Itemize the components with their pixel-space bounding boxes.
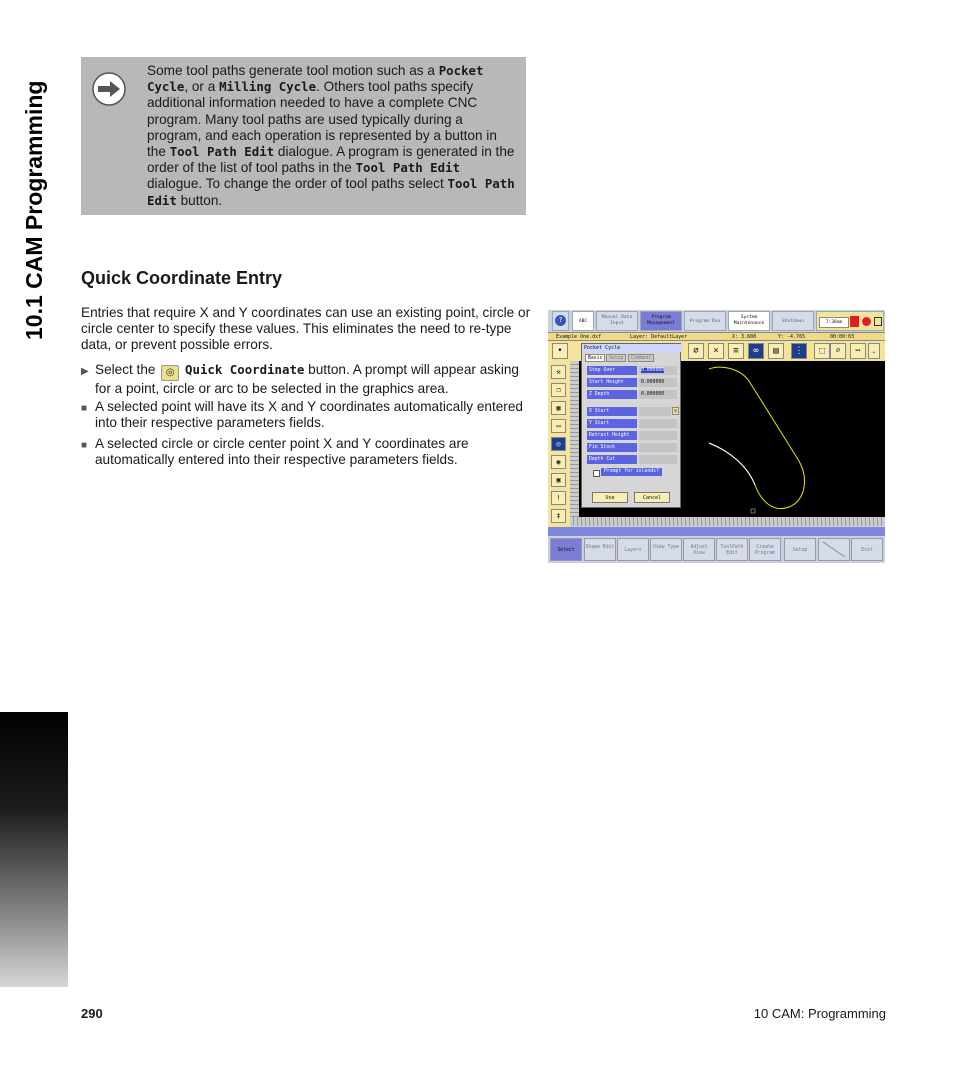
dialog-title: Pocket Cycle [582, 344, 682, 352]
field-label: Step Over [587, 366, 637, 375]
left-toolbar [548, 361, 570, 527]
circle-slash-tool-icon[interactable]: ∅ [688, 343, 704, 359]
code-quick-coordinate: Quick Coordinate [185, 362, 305, 377]
zoom-box-tool-icon[interactable]: ⬚ [814, 343, 830, 359]
select-button[interactable]: Select [550, 538, 582, 561]
create-program-button[interactable]: Create Program [749, 538, 781, 561]
field-label: Retract Height [587, 431, 637, 440]
link-tool-icon[interactable]: ∞ [748, 343, 764, 359]
warning-icon[interactable]: ! [551, 491, 566, 505]
slash-icon [819, 539, 849, 560]
step-over-input[interactable]: 0.000000 [639, 366, 677, 375]
copy-icon[interactable]: ❐ [551, 383, 566, 397]
field-label: Y Start [587, 419, 637, 428]
x-start-input[interactable] [639, 407, 671, 416]
shape-edit-button[interactable]: Shape Edit [584, 538, 616, 561]
print-tool-icon[interactable]: ▤ [768, 343, 784, 359]
horizontal-ruler [570, 517, 885, 526]
shutdown-button[interactable]: Shutdown [772, 311, 814, 331]
view-type-button[interactable]: View Type [650, 538, 682, 561]
status-layer: Layer: DefaultLayer [630, 334, 688, 340]
toolpath-edit-button[interactable]: ToolPath Edit [716, 538, 748, 561]
quick-coordinate-icon[interactable]: ◎ [673, 408, 677, 414]
lock-icon [874, 317, 882, 326]
section-heading: Quick Coordinate Entry [81, 268, 283, 288]
zoom-tool-icon[interactable]: ⌕ [830, 343, 846, 359]
ruler-tool-icon[interactable]: ⋮ [791, 343, 807, 359]
depth-cut-input[interactable] [639, 455, 677, 464]
stop-icon [850, 316, 859, 327]
pocket-cycle-dialog [581, 343, 681, 508]
target-icon[interactable]: ◉ [551, 455, 566, 469]
help-button[interactable] [552, 311, 569, 331]
tab-setup[interactable]: Setup [606, 354, 626, 362]
system-maintenance-button[interactable]: System Maintenance [728, 311, 770, 331]
setup-button[interactable]: Setup [784, 538, 816, 561]
z-depth-input[interactable]: 0.000000 [639, 390, 677, 399]
code-milling-cycle: Milling Cycle [219, 79, 317, 95]
vertical-ruler [570, 361, 579, 517]
list-tool-icon[interactable]: ≡ [728, 343, 744, 359]
y-start-input[interactable] [639, 419, 677, 428]
bottom-toolbar [548, 536, 885, 563]
code-tool-path-edit: Tool Path Edit [169, 144, 275, 160]
retract-height-input[interactable] [639, 431, 677, 440]
field-label: Depth Cut [587, 455, 637, 464]
abc-button[interactable]: ABC [572, 311, 594, 331]
field-label: Fin Stock [587, 443, 637, 452]
code-tool-path-edit: Tool Path Edit [355, 160, 460, 176]
adjust-icon[interactable]: ‡ [551, 509, 566, 523]
use-button[interactable]: Use [592, 492, 628, 503]
chapter-side-title-text: 10.1 CAM Programming [21, 80, 47, 340]
status-bar [548, 332, 885, 341]
program-management-button[interactable]: Program Management [640, 311, 682, 331]
quick-coordinate-icon: ◎ [161, 365, 179, 381]
field-label: Z Depth [587, 390, 637, 399]
quick-coordinate-icon[interactable]: ◎ [551, 437, 566, 451]
clock-time: 7:38am [819, 317, 849, 328]
note-text: Some tool paths generate tool motion such as a Pocket Cycle, or a Milling Cycle. Others tool paths specify additional information needed to have a complete CNC program. Many tool paths are used typically during a program, and each operation is represented by a button in the Tool Path Edit dialogue. A program is generated in the order of the list of tool paths in the Tool Path Edit dialogue. To change the order of tool paths select Tool Path Edit button. [147, 63, 515, 208]
prompt-islands-checkbox[interactable] [593, 470, 600, 477]
status-y: Y: -4.765 [778, 334, 806, 340]
tab-basic[interactable]: Basic [585, 354, 605, 362]
tab-comment[interactable]: Comment [628, 354, 654, 362]
window-icon[interactable]: ▭ [551, 419, 566, 433]
chapter-side-title [6, 40, 56, 340]
adjust-view-button[interactable]: Adjust View [683, 538, 715, 561]
grid-tool-icon[interactable]: ⋯ [850, 343, 866, 359]
start-height-input[interactable]: 0.000000 [639, 378, 677, 387]
arrow-right-icon [91, 71, 127, 107]
intro-paragraph: Entries that require X and Y coordinates can use an existing point, circle or circle center to specify these values. This eliminates the need to re-type data, or prevent possible errors. [81, 305, 531, 353]
slash-button[interactable] [818, 538, 850, 561]
prompt-bar [548, 527, 885, 536]
snap-icon[interactable]: ▣ [551, 473, 566, 487]
square-bullet-icon: ■ [81, 403, 88, 414]
code-tool-path-edit: Tool Path Edit [147, 176, 515, 208]
delete-tool-icon[interactable]: × [708, 343, 724, 359]
cancel-button[interactable]: Cancel [634, 492, 670, 503]
help-icon: ? [555, 315, 566, 326]
code-pocket-cycle: Pocket Cycle [147, 63, 484, 95]
clock-panel [816, 311, 884, 331]
point-tool-icon[interactable]: • [552, 343, 568, 359]
chapter-footer: 10 CAM: Programming [753, 1006, 886, 1021]
fin-stock-input[interactable] [639, 443, 677, 452]
manual-data-input-button[interactable]: Manual Data Input [596, 311, 638, 331]
triangle-bullet-icon: ▶ [81, 366, 89, 377]
cam-screenshot [548, 310, 885, 563]
status-x: X: 3.608 [732, 334, 757, 340]
page-number: 290 [81, 1006, 103, 1021]
record-icon [862, 317, 871, 326]
note-box [81, 57, 526, 215]
prompt-islands-label: Prompt for islands? [601, 468, 662, 476]
exit-button[interactable]: Exit [851, 538, 883, 561]
table-icon[interactable]: ▦ [551, 401, 566, 415]
field-label: Start Height [587, 378, 637, 387]
field-label: X Start [587, 407, 637, 416]
status-file: Example One.dxf [556, 334, 602, 340]
square-bullet-icon: ■ [81, 440, 88, 451]
program-run-button[interactable]: Program Run [684, 311, 726, 331]
layers-button[interactable]: Layers [617, 538, 649, 561]
wrench-icon[interactable]: ⚒ [551, 365, 566, 379]
chapter-side-gradient-bar [0, 712, 68, 987]
status-time: 00:00:03 [830, 334, 855, 340]
more-tool-icon[interactable]: . [868, 343, 880, 359]
